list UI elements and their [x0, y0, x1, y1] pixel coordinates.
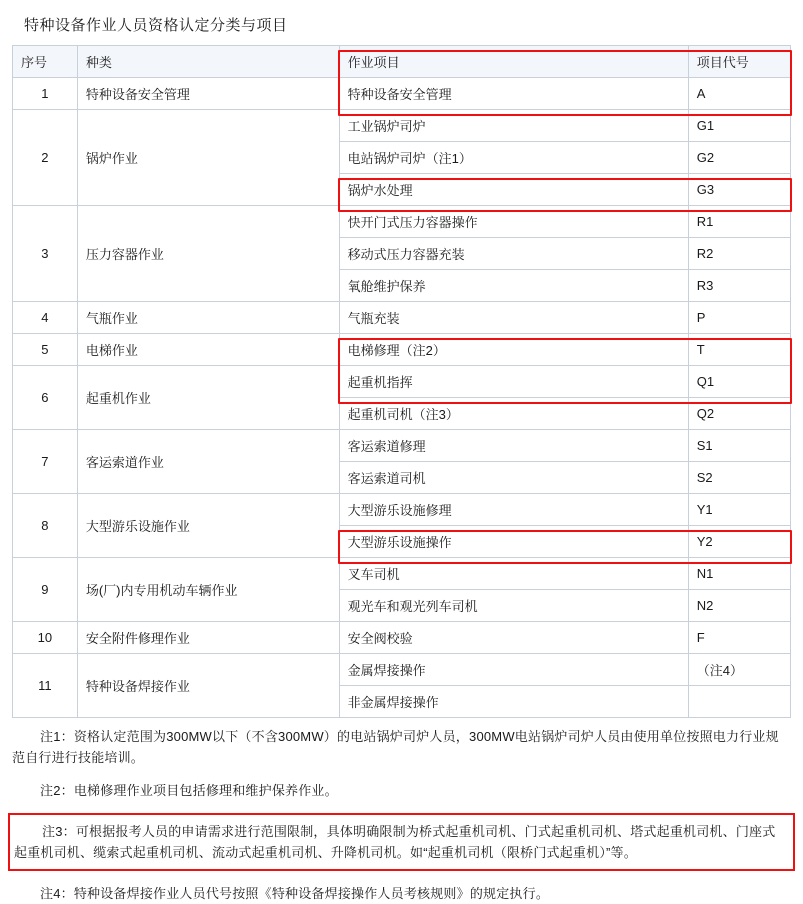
cell-code: G1 [688, 110, 790, 142]
cell-index: 10 [13, 622, 78, 654]
cell-index: 2 [13, 110, 78, 206]
cell-item: 起重机司机（注3） [339, 398, 688, 430]
cell-item: 金属焊接操作 [339, 654, 688, 686]
cell-item: 气瓶充装 [339, 302, 688, 334]
cell-code: （注4） [688, 654, 790, 686]
cell-category: 安全附件修理作业 [77, 622, 339, 654]
table-body [13, 78, 791, 718]
cell-code: A [688, 78, 790, 110]
cell-code: G3 [688, 174, 790, 206]
table-row [13, 654, 791, 686]
cell-item: 叉车司机 [339, 558, 688, 590]
table-row [13, 494, 791, 526]
cell-code: Y2 [688, 526, 790, 558]
cell-code: R2 [688, 238, 790, 270]
note-paragraph: 注1：资格认定范围为300MW以下（不含300MW）的电站锅炉司炉人员，300MW电站锅炉司炉人员由使用单位按照电力行业规范自行进行技能培训。 [12, 729, 779, 765]
cell-code: S1 [688, 430, 790, 462]
qualification-table [12, 45, 791, 718]
note-paragraph: 注4：特种设备焊接作业人员代号按照《特种设备焊接操作人员考核规则》的规定执行。 [40, 886, 550, 901]
cell-item: 大型游乐设施修理 [339, 494, 688, 526]
table-row [13, 110, 791, 142]
cell-index: 7 [13, 430, 78, 494]
cell-code: Q2 [688, 398, 790, 430]
cell-category: 客运索道作业 [77, 430, 339, 494]
column-header-item: 作业项目 [339, 46, 688, 78]
table-row [13, 366, 791, 398]
cell-code: N2 [688, 590, 790, 622]
cell-item: 大型游乐设施操作 [339, 526, 688, 558]
cell-index: 5 [13, 334, 78, 366]
note-paragraph: 注3：可根据报考人员的申请需求进行范围限制，具体明确限制为桥式起重机司机、门式起重机司机、塔式起重机司机、门座式起重机司机、缆索式起重机司机、流动式起重机司机、升降机司机。如“起重机司机（限桥门式起重机）”等。 [8, 813, 795, 871]
column-header-index: 序号 [13, 46, 78, 78]
cell-category: 场(厂)内专用机动车辆作业 [77, 558, 339, 622]
cell-category: 电梯作业 [77, 334, 339, 366]
cell-code [688, 686, 790, 718]
cell-index: 6 [13, 366, 78, 430]
cell-item: 快开门式压力容器操作 [339, 206, 688, 238]
cell-code: P [688, 302, 790, 334]
notes-section [12, 726, 791, 904]
table-row [13, 302, 791, 334]
table-row [13, 334, 791, 366]
cell-code: Y1 [688, 494, 790, 526]
cell-item: 氧舱维护保养 [339, 270, 688, 302]
cell-category: 特种设备安全管理 [77, 78, 339, 110]
cell-category: 大型游乐设施作业 [77, 494, 339, 558]
cell-item: 起重机指挥 [339, 366, 688, 398]
cell-index: 8 [13, 494, 78, 558]
cell-code: Q1 [688, 366, 790, 398]
cell-code: S2 [688, 462, 790, 494]
cell-index: 1 [13, 78, 78, 110]
table-header [13, 46, 791, 78]
table-row [13, 558, 791, 590]
cell-category: 压力容器作业 [77, 206, 339, 302]
cell-index: 9 [13, 558, 78, 622]
cell-item: 非金属焊接操作 [339, 686, 688, 718]
cell-code: R1 [688, 206, 790, 238]
column-header-code: 项目代号 [688, 46, 790, 78]
cell-category: 起重机作业 [77, 366, 339, 430]
table-row [13, 78, 791, 110]
cell-item: 锅炉水处理 [339, 174, 688, 206]
cell-code: G2 [688, 142, 790, 174]
column-header-category: 种类 [77, 46, 339, 78]
cell-item: 客运索道修理 [339, 430, 688, 462]
cell-item: 客运索道司机 [339, 462, 688, 494]
table-row [13, 430, 791, 462]
cell-item: 观光车和观光列车司机 [339, 590, 688, 622]
cell-code: R3 [688, 270, 790, 302]
cell-item: 工业锅炉司炉 [339, 110, 688, 142]
cell-code: T [688, 334, 790, 366]
cell-category: 锅炉作业 [77, 110, 339, 206]
cell-item: 特种设备安全管理 [339, 78, 688, 110]
cell-item: 安全阀校验 [339, 622, 688, 654]
cell-index: 11 [13, 654, 78, 718]
cell-code: N1 [688, 558, 790, 590]
table-header-row [13, 46, 791, 78]
cell-index: 4 [13, 302, 78, 334]
table-row [13, 622, 791, 654]
cell-category: 特种设备焊接作业 [77, 654, 339, 718]
cell-index: 3 [13, 206, 78, 302]
note-paragraph: 注2：电梯修理作业项目包括修理和维护保养作业。 [40, 783, 338, 798]
cell-code: F [688, 622, 790, 654]
page-title: 特种设备作业人员资格认定分类与项目 [24, 17, 288, 34]
cell-item: 电站锅炉司炉（注1） [339, 142, 688, 174]
cell-item: 移动式压力容器充装 [339, 238, 688, 270]
cell-item: 电梯修理（注2） [339, 334, 688, 366]
cell-category: 气瓶作业 [77, 302, 339, 334]
table-row [13, 206, 791, 238]
